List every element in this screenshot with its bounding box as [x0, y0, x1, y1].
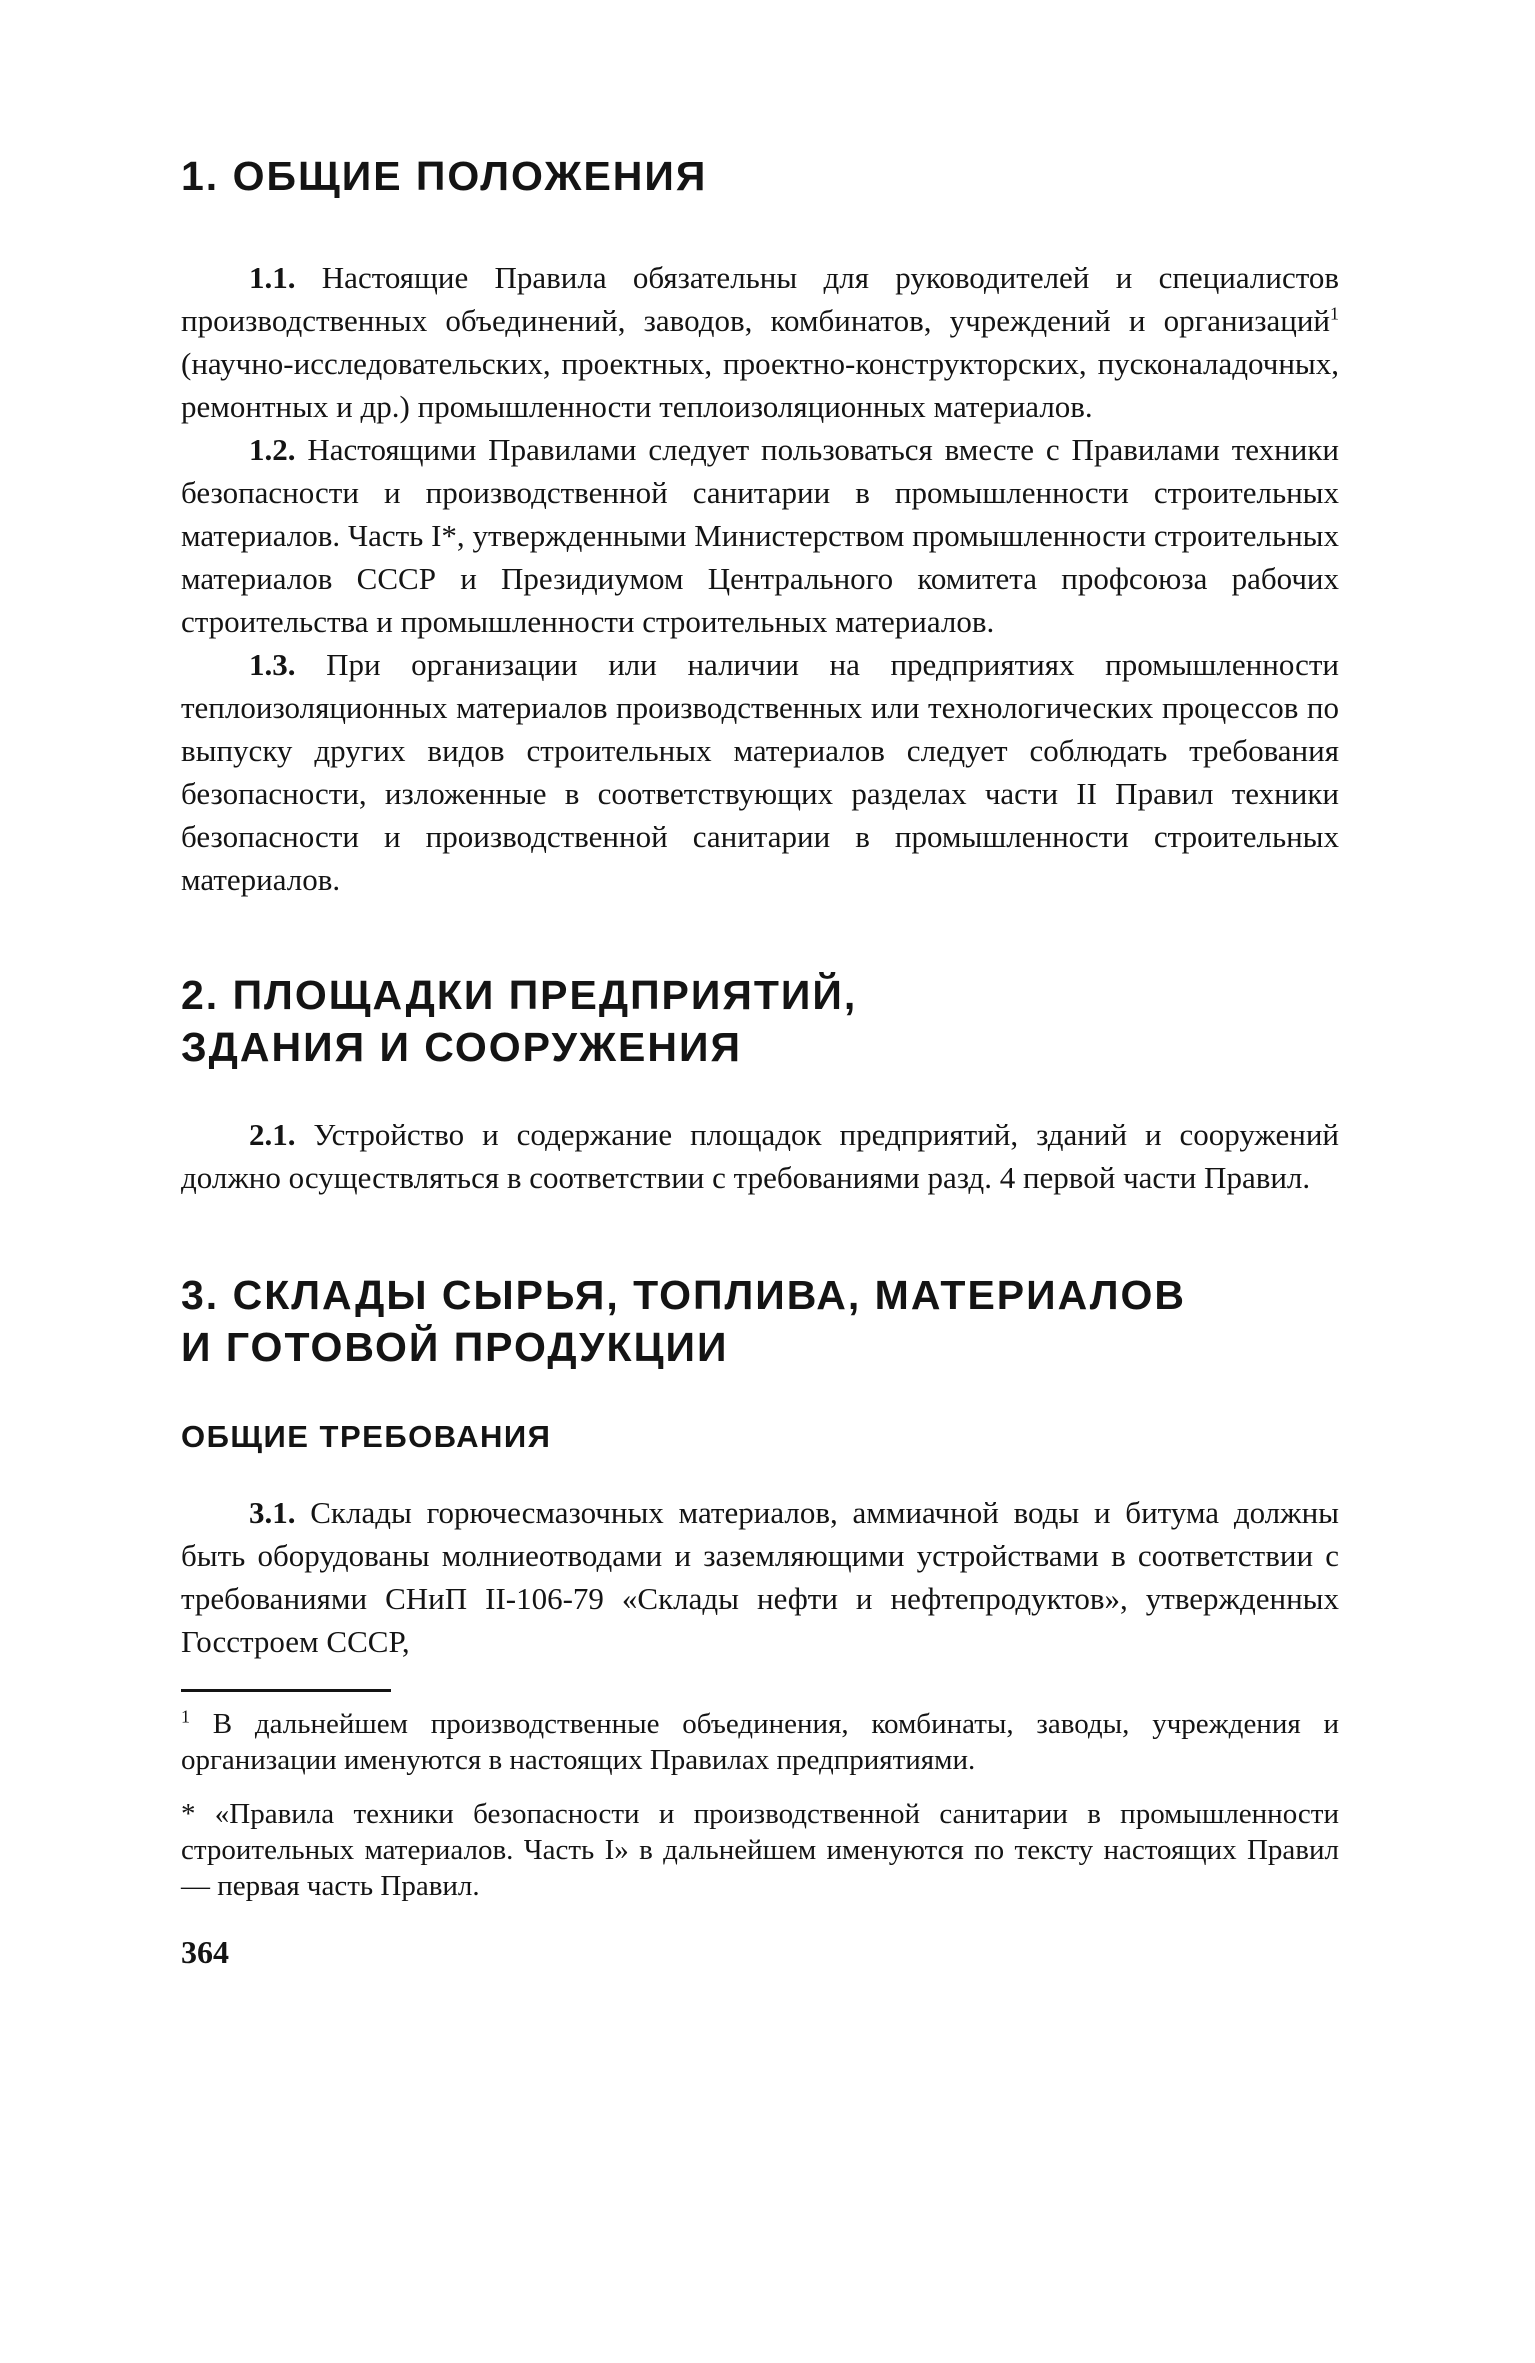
heading-line: И ГОТОВОЙ ПРОДУКЦИИ: [181, 1324, 729, 1370]
paragraph-number: 3.1.: [249, 1495, 296, 1530]
heading-line: 3. СКЛАДЫ СЫРЬЯ, ТОПЛИВА, МАТЕРИАЛОВ: [181, 1272, 1186, 1318]
paragraph-3-1: [181, 1491, 1339, 1663]
section-1-heading: 1. ОБЩИЕ ПОЛОЖЕНИЯ: [181, 153, 708, 199]
paragraph-text: При организации или наличии на предприятиях промышленности теплоизоляционных материалов производственных или технологических процессов по выпуску других видов строительных материалов следует соблюдать требования безопасности, изложенные в соответствующих разделах части II Правил техники безопасности и производственной санитарии в промышленности строительных материалов.: [181, 647, 1339, 897]
footnote-reference[interactable]: 1: [1330, 303, 1339, 324]
paragraph-text: Склады горючесмазочных материалов, аммиачной воды и битума должны быть оборудованы молниеотводами и заземляющими устройствами в соответствии с требованиями СНиП II-106-79 «Склады нефти и нефтепродуктов», утвержденных Госстроем СССР,: [181, 1495, 1339, 1659]
paragraph-text: Устройство и содержание площадок предприятий, зданий и сооружений должно осуществляться в соответствии с требованиями разд. 4 первой части Правил.: [181, 1117, 1339, 1195]
footnote-2: [181, 1796, 1339, 1904]
paragraph-1-3: [181, 643, 1339, 901]
paragraph-1-2: [181, 428, 1339, 643]
footnote-mark: 1: [181, 1706, 190, 1727]
paragraph-1-1: [181, 256, 1339, 428]
heading-line: ЗДАНИЯ И СООРУЖЕНИЯ: [181, 1024, 742, 1070]
footnotes: [181, 1706, 1339, 1904]
section-3-subheading: ОБЩИЕ ТРЕБОВАНИЯ: [181, 1419, 552, 1454]
footnote-text: В дальнейшем производственные объединения, комбинаты, заводы, учреждения и организации именуются в настоящих Правилах предприятиями.: [181, 1708, 1339, 1776]
paragraph-text: Настоящие Правила обязательны для руководителей и специалистов производственных объединений, заводов, комбинатов, учреждений и организаций: [181, 260, 1339, 338]
heading-line: 2. ПЛОЩАДКИ ПРЕДПРИЯТИЙ,: [181, 972, 858, 1018]
paragraph-number: 1.2.: [249, 432, 296, 467]
section-2-heading: [181, 969, 1339, 1073]
paragraph-number: 1.1.: [249, 260, 296, 295]
paragraph-2-1: [181, 1113, 1339, 1199]
paragraph-number: 1.3.: [249, 647, 296, 682]
section-3-heading: [181, 1269, 1339, 1373]
footnote-divider: [181, 1689, 391, 1692]
paragraph-number: 2.1.: [249, 1117, 296, 1152]
footnote-1: [181, 1706, 1339, 1778]
footnote-mark: *: [181, 1798, 196, 1830]
paragraph-text: (научно-исследовательских, проектных, проектно-конструкторских, пусконаладочных, ремонтных и др.) промышленности теплоизоляционных материалов.: [181, 346, 1339, 424]
footnote-text: «Правила техники безопасности и производственной санитарии в промышленности строительных материалов. Часть I» в дальнейшем именуются по тексту настоящих Правил — первая часть Правил.: [181, 1798, 1339, 1902]
paragraph-text: Настоящими Правилами следует пользоваться вместе с Правилами техники безопасности и производственной санитарии в промышленности строительных материалов. Часть I*, утвержденными Министерством промышленности строительных материалов СССР и Президиумом Центрального комитета профсоюза рабочих строительства и промышленности строительных материалов.: [181, 432, 1339, 639]
page-number: 364: [181, 1934, 229, 1970]
